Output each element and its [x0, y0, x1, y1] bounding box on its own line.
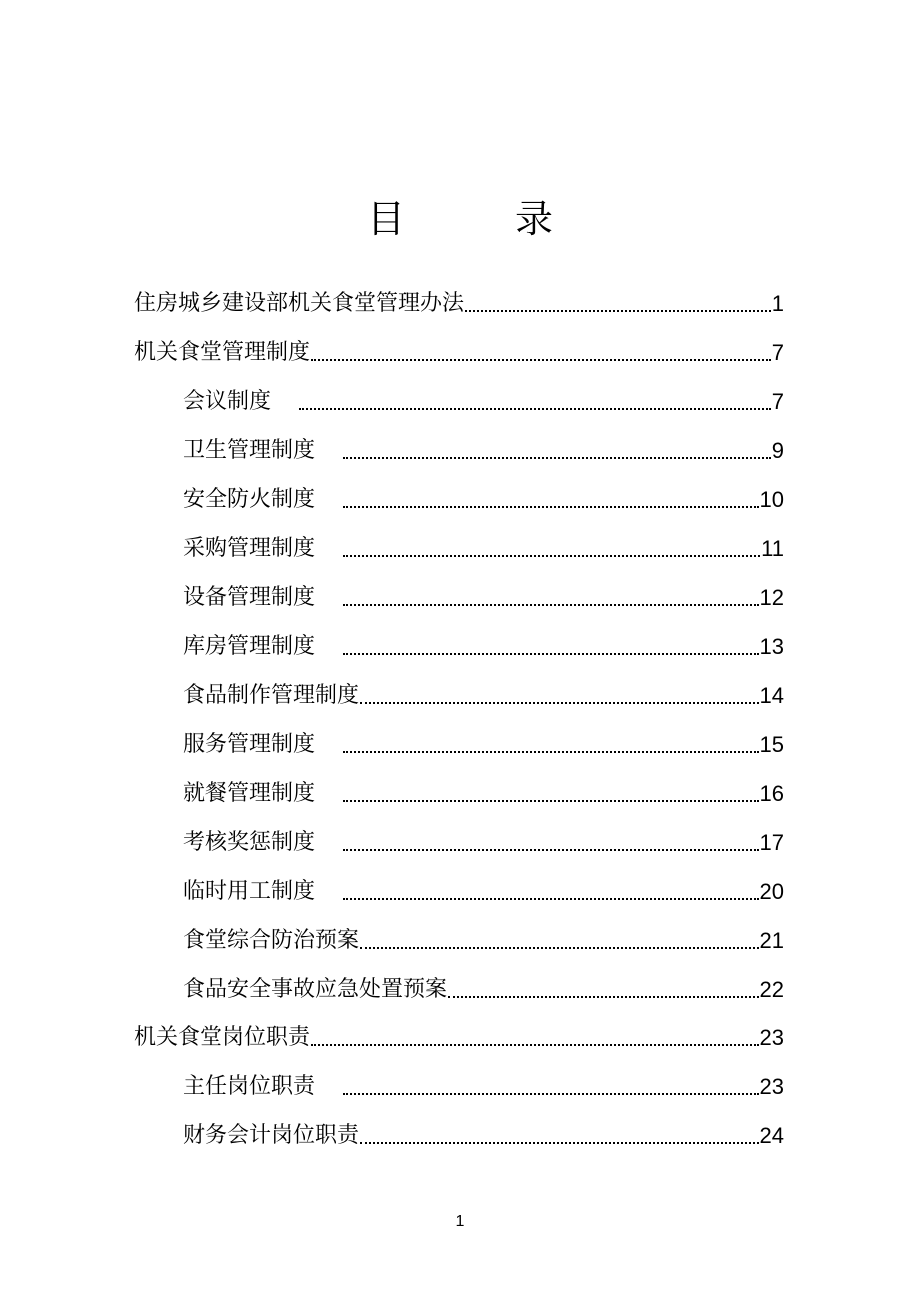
toc-entry-label: 服务管理制度 [183, 732, 316, 757]
toc-entry[interactable] [183, 582, 784, 612]
toc-entry-page: 1 [771, 291, 784, 316]
toc-leader-dots [343, 506, 759, 508]
toc-entry-label: 库房管理制度 [183, 634, 316, 659]
toc-entry-page: 7 [771, 389, 784, 414]
page-number: 1 [455, 1213, 465, 1230]
toc-entry-label: 就餐管理制度 [183, 781, 316, 806]
toc-entry-label: 机关食堂管理制度 [134, 340, 311, 365]
toc-entry[interactable] [183, 1071, 784, 1101]
toc-leader-dots [343, 898, 759, 900]
toc-entry-page: 16 [759, 781, 784, 806]
toc-entry[interactable] [183, 876, 784, 906]
toc-entry[interactable] [134, 288, 784, 318]
toc-leader-dots [360, 702, 759, 704]
toc-entry-label: 食品安全事故应急处置预案 [183, 977, 448, 1002]
toc-entry[interactable] [183, 533, 784, 563]
toc-leader-dots [311, 359, 771, 361]
toc-entry[interactable] [183, 386, 784, 416]
toc-entry-page: 24 [759, 1123, 784, 1148]
toc-leader-dots [343, 604, 759, 606]
toc-entry[interactable] [183, 778, 784, 808]
toc-leader-dots [343, 800, 759, 802]
toc-leader-dots [343, 457, 771, 459]
toc-entry-label: 食品制作管理制度 [183, 683, 360, 708]
toc-entry-label: 食堂综合防治预案 [183, 928, 360, 953]
toc-entry-label: 住房城乡建设部机关食堂管理办法 [134, 291, 465, 316]
toc-leader-dots [360, 947, 759, 949]
toc-entry-label: 安全防火制度 [183, 487, 316, 512]
toc-entry-page: 7 [771, 340, 784, 365]
toc-entry-label: 机关食堂岗位职责 [134, 1025, 311, 1050]
toc-entry-page: 20 [759, 879, 784, 904]
toc-entry-page: 14 [759, 683, 784, 708]
toc-entry[interactable] [183, 729, 784, 759]
toc-entry-page: 12 [759, 585, 784, 610]
toc-entry-label: 卫生管理制度 [183, 438, 316, 463]
toc-entry-label: 采购管理制度 [183, 536, 316, 561]
toc-leader-dots [343, 555, 760, 557]
toc-leader-dots [311, 1044, 759, 1046]
toc-leader-dots [448, 996, 759, 998]
toc-entry-label: 临时用工制度 [183, 879, 316, 904]
toc-entry[interactable] [183, 435, 784, 465]
page-title: 目 录 [366, 197, 589, 241]
toc-entry[interactable] [134, 337, 784, 367]
toc-entry-page: 21 [759, 928, 784, 953]
toc-entry[interactable] [183, 484, 784, 514]
toc-entry[interactable] [183, 631, 784, 661]
toc-leader-dots [299, 408, 771, 410]
toc-entry[interactable] [183, 827, 784, 857]
toc-entry-page: 11 [761, 536, 784, 561]
toc-entry-page: 17 [759, 830, 784, 855]
toc-leader-dots [343, 653, 759, 655]
toc-entry-page: 23 [759, 1074, 784, 1099]
toc-entry-page: 22 [759, 977, 784, 1002]
toc-entry-page: 10 [759, 487, 784, 512]
toc-entry[interactable] [183, 680, 784, 710]
toc-entry-label: 设备管理制度 [183, 585, 316, 610]
toc-entry-page: 15 [759, 732, 784, 757]
toc-leader-dots [343, 751, 759, 753]
toc-entry-page: 9 [771, 438, 784, 463]
toc-leader-dots [465, 310, 771, 312]
toc-entry-label: 考核奖惩制度 [183, 830, 316, 855]
toc-leader-dots [360, 1142, 759, 1144]
toc-leader-dots [343, 849, 759, 851]
toc-entry-label: 会议制度 [183, 389, 272, 414]
toc-entry[interactable] [183, 1120, 784, 1150]
toc-entry[interactable] [183, 974, 784, 1004]
toc-entry[interactable] [134, 1022, 784, 1052]
toc-entry-label: 主任岗位职责 [183, 1074, 316, 1099]
toc-entry-label: 财务会计岗位职责 [183, 1123, 360, 1148]
toc-entry-page: 13 [759, 634, 784, 659]
toc-entry[interactable] [183, 925, 784, 955]
toc-leader-dots [343, 1093, 759, 1095]
toc-entry-page: 23 [759, 1025, 784, 1050]
